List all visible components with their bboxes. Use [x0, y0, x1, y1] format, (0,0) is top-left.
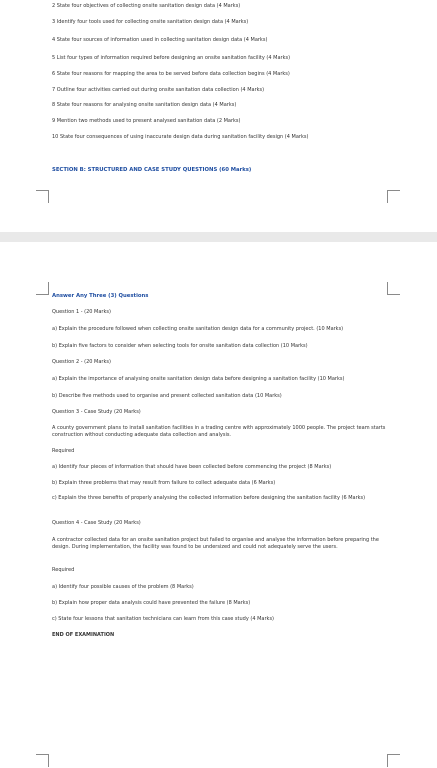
page-corner-mark: [387, 190, 400, 203]
page-corner-mark: [36, 754, 49, 767]
question-2: 2 State four objectives of collecting onsite sanitation design data (4 Marks): [52, 3, 241, 9]
question-3-title: Question 3 - Case Study (20 Marks): [52, 409, 141, 415]
question-4-required: Required: [52, 567, 75, 573]
question-4a: a) Identify four possible causes of the problem (8 Marks): [52, 584, 194, 590]
question-4: 4 State four sources of information used in collecting sanitation design data (4 Marks): [52, 37, 268, 43]
question-2a: a) Explain the importance of analysing onsite sanitation design data before designing a sanitation facility (10 Marks): [52, 376, 345, 382]
question-3b: b) Explain three problems that may result from failure to collect adequate data (6 Marks): [52, 480, 276, 486]
question-3-case: A county government plans to install sanitation facilities in a trading centre with approximately 1000 people. The project team starts construction without conducting adequate data collection and analysis.: [52, 425, 386, 438]
question-7: 7 Outline four activities carried out during onsite sanitation data collection (4 Marks): [52, 87, 265, 93]
answer-instruction: Answer Any Three (3) Questions: [52, 293, 149, 299]
section-b-heading: SECTION B: STRUCTURED AND CASE STUDY QUESTIONS (60 Marks): [52, 167, 252, 173]
question-4b: b) Explain how proper data analysis could have prevented the failure (8 Marks): [52, 600, 251, 606]
question-5: 5 List four types of information required before designing an onsite sanitation facility (4 Marks): [52, 55, 291, 61]
question-6: 6 State four reasons for mapping the area to be served before data collection begins (4 Marks): [52, 71, 290, 77]
question-1a: a) Explain the procedure followed when collecting onsite sanitation design data for a community project. (10 Marks): [52, 326, 344, 332]
question-4-case: A contractor collected data for an onsite sanitation project but failed to organise and analyse the information before preparing the design. During implementation, the facility was found to be undersized and could not adequately serve the users.: [52, 537, 379, 550]
question-3-required: Required: [52, 448, 75, 454]
page-gap: [0, 232, 437, 242]
question-3a: a) Identify four pieces of information that should have been collected before commencing the project (8 Marks): [52, 464, 332, 470]
question-1b: b) Explain five factors to consider when selecting tools for onsite sanitation data collection (10 Marks): [52, 343, 308, 349]
page-corner-mark: [36, 282, 49, 295]
page-corner-mark: [36, 190, 49, 203]
question-10: 10 State four consequences of using inaccurate design data during sanitation facility design (4 Marks): [52, 134, 309, 140]
question-8: 8 State four reasons for analysing onsite sanitation design data (4 Marks): [52, 102, 237, 108]
question-9: 9 Mention two methods used to present analysed sanitation data (2 Marks): [52, 118, 241, 124]
question-4-title: Question 4 - Case Study (20 Marks): [52, 520, 141, 526]
question-3c: c) Explain the three benefits of properly analysing the collected information before designing the sanitation facility (6 Marks): [52, 495, 366, 501]
question-3: 3 Identify four tools used for collecting onsite sanitation design data (4 Marks): [52, 19, 249, 25]
question-4c: c) State four lessons that sanitation technicians can learn from this case study (4 Marks): [52, 616, 274, 622]
exam-page-2: [0, 242, 437, 768]
end-of-examination: END OF EXAMINATION: [52, 632, 115, 638]
exam-page-1: [0, 0, 437, 232]
question-2-title: Question 2 - (20 Marks): [52, 359, 111, 365]
question-2b: b) Describe five methods used to organise and present collected sanitation data (10 Marks): [52, 393, 282, 399]
page-corner-mark: [387, 754, 400, 767]
question-1-title: Question 1 - (20 Marks): [52, 309, 111, 315]
